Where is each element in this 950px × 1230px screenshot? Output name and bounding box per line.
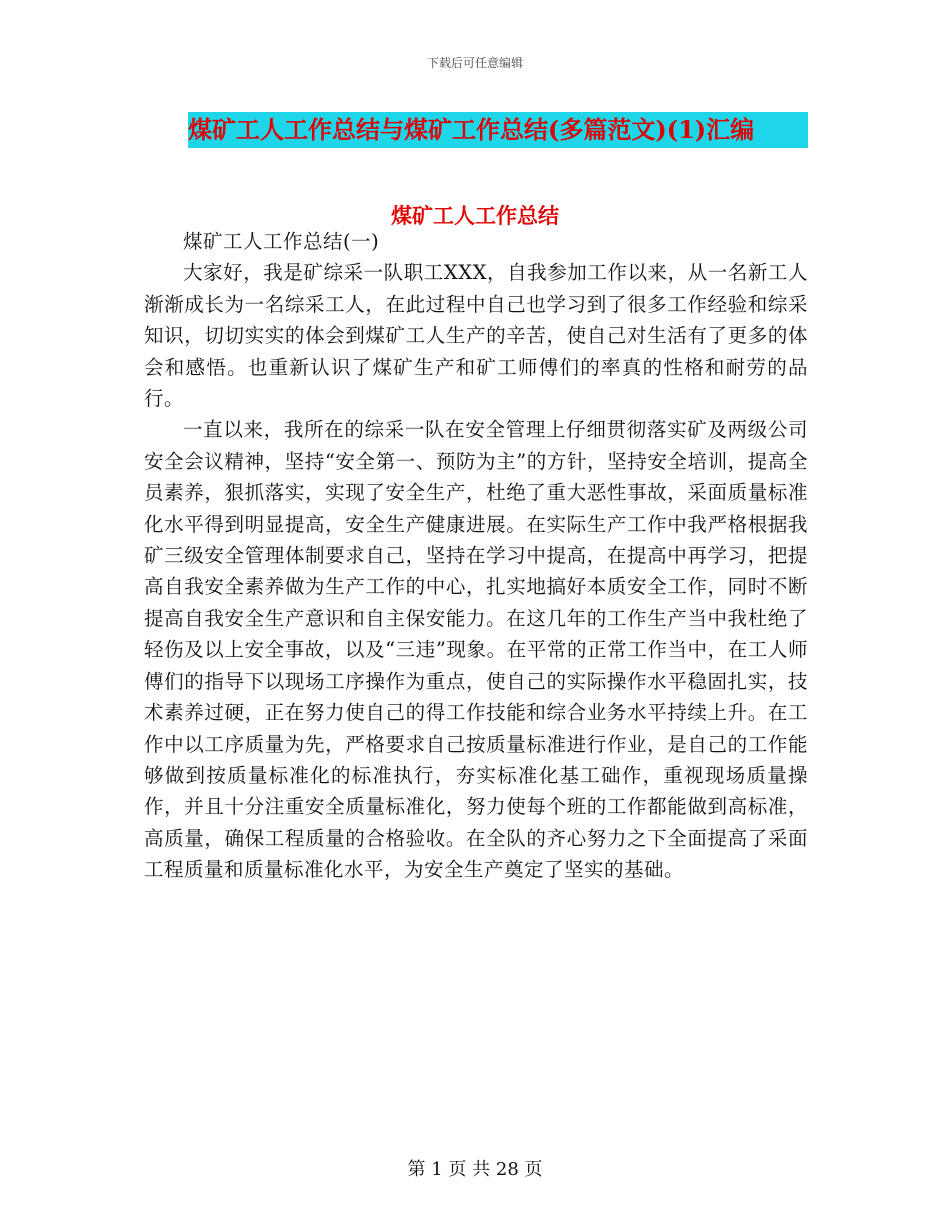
footer-label-unit: 页: [448, 1159, 467, 1180]
footer-label-total: 共: [472, 1159, 491, 1180]
footer-current-page: 1: [431, 1159, 443, 1180]
footer-total-pages: 28: [495, 1159, 519, 1180]
document-body: [144, 226, 808, 886]
paragraph: 大家好，我是矿综采一队职工XXX，自我参加工作以来，从一名新工人渐渐成长为一名综采工人，在此过程中自己也学习到了很多工作经验和综采知识，切切实实的体会到煤矿工人生产的辛苦，使自己对生活有了更多的体会和感悟。也重新认识了煤矿生产和矿工师傅们的率真的性格和耐劳的品行。: [144, 261, 808, 411]
paragraph: 一直以来，我所在的综采一队在安全管理上仔细贯彻落实矿及两级公司安全会议精神，坚持“安全第一、预防为主”的方针，坚持安全培训，提高全员素养，狠抓落实，实现了安全生产，杜绝了重大恶性事故，采面质量标准化水平得到明显提高，安全生产健康进展。在实际生产工作中我严格根据我矿三级安全管理体制要求自己，坚持在学习中提高，在提高中再学习，把提高自我安全素养做为生产工作的中心，扎实地搞好本质安全工作，同时不断提高自我安全生产意识和自主保安能力。在这几年的工作生产当中我杜绝了轻伤及以上安全事故，以及“三违”现象。在平常的正常工作当中，在工人师傅们的指导下以现场工序操作为重点，使自己的实际操作水平稳固扎实，技术素养过硬，正在努力使自己的得工作技能和综合业务水平持续上升。在工作中以工序质量为先，严格要求自己按质量标准进行作业，是自己的工作能够做到按质量标准化的标准执行，夯实标准化基工础作，重视现场质量操作，并且十分注重安全质量标准化，努力使每个班的工作都能做到高标准，高质量，确保工程质量的合格验收。在全队的齐心努力之下全面提高了采面工程质量和质量标准化水平，为安全生产奠定了坚实的基础。: [144, 418, 808, 882]
footer-label-unit2: 页: [524, 1159, 543, 1180]
footer-label-page: 第: [407, 1159, 426, 1180]
subsection-heading: 煤矿工人工作总结(一): [183, 230, 380, 253]
document-title: 煤矿工人工作总结与煤矿工作总结(多篇范文)(1)汇编: [188, 115, 755, 144]
section-title: 煤矿工人工作总结: [391, 203, 559, 228]
header-note: 下载后可任意编辑: [426, 56, 523, 70]
page-footer: [0, 1155, 950, 1181]
